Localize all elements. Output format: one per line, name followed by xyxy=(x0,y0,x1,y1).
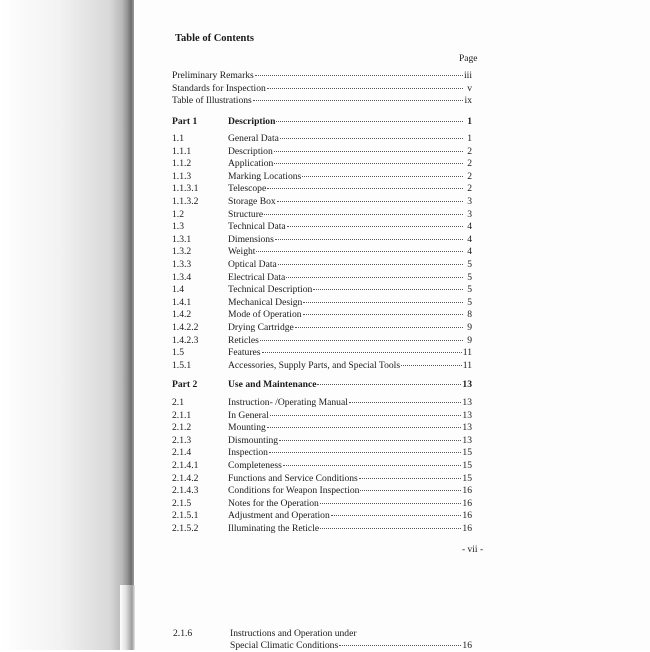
toc-entry-title-cell xyxy=(172,95,472,107)
toc-entry-title-cell xyxy=(228,473,472,485)
toc-entry-title-cell xyxy=(228,335,472,347)
dot-leader xyxy=(295,327,463,328)
toc-entry[interactable] xyxy=(172,473,472,485)
toc-entry[interactable] xyxy=(172,234,472,246)
toc-entry[interactable] xyxy=(172,272,472,284)
toc-entry-title-cell xyxy=(228,410,472,422)
toc-entry-page: 5 xyxy=(467,271,472,283)
toc-entry[interactable] xyxy=(172,309,472,321)
toc-entry-title: Technical Data xyxy=(228,221,286,233)
toc-entry-page: 1 xyxy=(467,133,472,144)
toc-entry-title-cell xyxy=(228,322,472,334)
toc-entry-title-cell xyxy=(228,309,472,321)
dot-leader xyxy=(320,503,462,504)
dot-leader xyxy=(303,314,463,315)
toc-entry-title: Dismounting xyxy=(228,434,279,446)
toc-entry[interactable] xyxy=(172,397,472,409)
toc-entry-title: Application xyxy=(228,158,274,170)
toc-entry-page: 9 xyxy=(467,322,472,333)
toc-entry[interactable] xyxy=(172,435,472,447)
toc-part-heading[interactable] xyxy=(172,116,472,128)
dot-leader xyxy=(286,277,463,278)
toc-entry-page: 15 xyxy=(462,472,472,484)
toc-entry-number: 1.3.2 xyxy=(172,246,192,258)
toc-entry-title-cell xyxy=(228,498,472,510)
toc-entry-title: Instructions and Operation under xyxy=(230,628,357,639)
toc-entry-title-cell xyxy=(172,70,472,82)
toc-entry[interactable] xyxy=(172,460,472,472)
toc-entry-title: Accessories, Supply Parts, and Special Tools xyxy=(228,359,401,371)
toc-entry-number: 1.1.2 xyxy=(172,158,192,170)
toc-entry-page: 5 xyxy=(467,296,472,308)
toc-entry-page: 5 xyxy=(467,284,472,296)
toc-entry-number: 1.3.3 xyxy=(172,259,192,270)
toc-entry-page: 5 xyxy=(467,259,472,270)
toc-entry-title-cell xyxy=(228,246,472,258)
toc-entry-number: 2.1.5 xyxy=(172,497,192,509)
toc-entry-title-cell xyxy=(228,183,472,195)
toc-entry[interactable] xyxy=(172,133,472,145)
toc-entry-page: 16 xyxy=(462,485,472,497)
toc-entry-page: 2 xyxy=(467,158,472,170)
toc-entry-title: Storage Box xyxy=(228,196,276,207)
toc-entry-page: 1 xyxy=(467,116,472,127)
dot-leader xyxy=(331,515,462,516)
toc-entry[interactable] xyxy=(172,335,472,347)
toc-entry-title-cell xyxy=(228,221,472,233)
toc-entry-title: Conditions for Weapon Inspection xyxy=(228,485,360,497)
toc-entry-number: 1.4.2.2 xyxy=(172,322,199,333)
toc-entry[interactable] xyxy=(172,498,472,510)
toc-entry-title-cell xyxy=(228,510,472,522)
toc-entry-page: iii xyxy=(464,70,472,81)
toc-entry-number: 1.4.2.3 xyxy=(172,334,199,346)
page-number-footer: - vii - xyxy=(462,545,484,555)
toc-entry-title: Notes for the Operation xyxy=(228,497,319,509)
toc-entry-title: Illuminating the Reticle xyxy=(228,523,320,534)
toc-entry-page: 9 xyxy=(467,334,472,346)
toc-entry-page: 16 xyxy=(462,497,472,509)
dot-leader xyxy=(253,100,463,101)
dot-leader xyxy=(274,151,463,152)
toc-entry-title-cell xyxy=(228,435,472,447)
toc-entry-title: Description xyxy=(228,116,276,127)
toc-entry-title: Mode of Operation xyxy=(228,309,302,321)
dot-leader xyxy=(349,402,462,403)
toc-entry-title: Adjustment and Operation xyxy=(228,510,330,522)
toc-entry-title-cell xyxy=(228,523,472,535)
toc-entry-title: General Data xyxy=(228,133,279,144)
toc-entry-title: Functions and Service Conditions xyxy=(228,472,358,484)
toc-entry-page: 2 xyxy=(467,145,472,157)
toc-entry[interactable] xyxy=(172,95,472,107)
toc-entry[interactable] xyxy=(172,70,472,82)
toc-entry-title-cell xyxy=(228,171,472,183)
dot-leader xyxy=(317,384,461,385)
toc-entry-title: In General xyxy=(228,409,269,421)
dot-leader xyxy=(256,251,463,252)
toc-entry-page: 4 xyxy=(467,246,472,258)
toc-entry[interactable] xyxy=(172,259,472,271)
toc-entry-number: 1.3.1 xyxy=(172,233,192,245)
toc-entry-number: 2.1.4.2 xyxy=(172,472,199,484)
toc-entry-number: 2.1.5.2 xyxy=(172,523,199,534)
dot-leader xyxy=(275,239,463,240)
dot-leader xyxy=(260,340,463,341)
toc-entry-title: Mechanical Design xyxy=(228,296,303,308)
toc-entry-title-cell xyxy=(228,209,472,221)
toc-entry-number: Part 2 xyxy=(172,379,198,390)
dot-leader xyxy=(276,121,463,122)
dot-leader xyxy=(267,88,463,89)
toc-entry[interactable] xyxy=(173,628,357,640)
toc-entry-title: Drying Cartridge xyxy=(228,322,294,333)
toc-entry-title: Marking Locations xyxy=(228,170,302,182)
toc-entry-page: 16 xyxy=(462,523,472,534)
toc-entry-page: 8 xyxy=(467,309,472,321)
toc-entry-number: 1.4.1 xyxy=(172,296,192,308)
toc-entry[interactable] xyxy=(172,422,472,434)
toc-entry-title: Reticles xyxy=(228,334,259,346)
toc-entry-title-cell xyxy=(228,379,472,391)
toc-entry-number: Part 1 xyxy=(172,116,198,127)
toc-entry-number: 2.1 xyxy=(172,397,184,408)
toc-entry-title: Weight xyxy=(228,246,256,258)
toc-entry-title: Features xyxy=(228,347,261,359)
toc-entry[interactable] xyxy=(172,158,472,170)
toc-entry-number: 2.1.5.1 xyxy=(172,510,199,522)
dot-leader xyxy=(264,214,463,215)
toc-entry-title-cell xyxy=(228,460,472,472)
toc-entry-title: Preliminary Remarks xyxy=(172,70,254,81)
toc-entry-title-cell xyxy=(228,133,472,145)
toc-entry-number: 1.2 xyxy=(172,208,184,220)
toc-entry-page: 15 xyxy=(462,447,472,459)
toc-entry-title-cell xyxy=(228,347,472,359)
toc-entry-page: 16 xyxy=(462,640,472,651)
toc-entry-number: 1.1 xyxy=(172,133,184,144)
dot-leader xyxy=(277,201,463,202)
toc-entry-title-cell xyxy=(228,158,472,170)
toc-entry[interactable] xyxy=(172,485,472,497)
toc-entry-page: 2 xyxy=(467,170,472,182)
toc-entry[interactable] xyxy=(172,221,472,233)
toc-entry-title: Technical Description xyxy=(228,284,313,296)
toc-entry-number: 2.1.6 xyxy=(173,628,193,639)
toc-entry-page: 2 xyxy=(467,183,472,195)
toc-entry-page: 3 xyxy=(467,208,472,220)
toc-entry-title-cell xyxy=(228,485,472,497)
toc-entry-page: ix xyxy=(464,95,472,107)
toc-entry-title: Structure xyxy=(228,208,264,220)
toc-entry-page: 13 xyxy=(462,379,472,390)
toc-entry-number: 1.3.4 xyxy=(172,271,192,283)
dot-leader xyxy=(339,645,461,646)
toc-entry-title-cell xyxy=(228,284,472,296)
toc-entry-title: Optical Data xyxy=(228,259,277,270)
toc-entry-number: 2.1.4 xyxy=(172,447,192,459)
dot-leader xyxy=(359,478,462,479)
toc-entry[interactable] xyxy=(172,209,472,221)
toc-entry[interactable] xyxy=(172,183,472,195)
dot-leader xyxy=(267,427,462,428)
toc-title: Table of Contents xyxy=(175,33,254,44)
toc-entry-title-cell xyxy=(228,397,472,409)
toc-entry-number: 2.1.2 xyxy=(172,422,192,434)
toc-entry-page: 13 xyxy=(462,409,472,421)
toc-entry-title: Description xyxy=(228,145,273,157)
dot-leader xyxy=(278,264,463,265)
toc-entry-title: Table of Illustrations xyxy=(172,95,252,107)
toc-entry-page: 11 xyxy=(462,359,472,371)
toc-entry-title-cell xyxy=(228,234,472,246)
toc-entry-title: Completeness xyxy=(228,460,282,471)
toc-entry-title: Mounting xyxy=(228,422,266,434)
toc-entry[interactable] xyxy=(172,284,472,296)
toc-entry-page: 13 xyxy=(462,434,472,446)
page-column-heading: Page xyxy=(459,54,478,64)
toc-entry-title-cell xyxy=(228,272,472,284)
toc-entry-title-cell xyxy=(228,447,472,459)
toc-entry-title-cell xyxy=(228,422,472,434)
toc-entry-title: Telescope xyxy=(228,183,267,195)
toc-entry[interactable] xyxy=(172,447,472,459)
toc-entry-page: 4 xyxy=(467,233,472,245)
toc-entry-page: 16 xyxy=(462,510,472,522)
toc-entry[interactable] xyxy=(172,347,472,359)
toc-entry-page: 13 xyxy=(462,397,472,408)
dot-leader xyxy=(287,226,463,227)
toc-entry[interactable] xyxy=(172,246,472,258)
toc-entry-number: 1.1.3.1 xyxy=(172,183,199,195)
toc-entry[interactable] xyxy=(172,297,472,309)
toc-entry-title: Electrical Data xyxy=(228,271,286,283)
dot-leader xyxy=(262,352,462,353)
toc-entry[interactable] xyxy=(172,510,472,522)
toc-entry-page: 15 xyxy=(462,460,472,471)
dot-leader xyxy=(270,415,462,416)
toc-entry-number: 2.1.1 xyxy=(172,409,192,421)
dot-leader xyxy=(283,465,462,466)
dot-leader xyxy=(302,176,463,177)
toc-entry-number: 1.5.1 xyxy=(172,359,192,371)
toc-entry-title-cell xyxy=(228,196,472,208)
toc-part-heading[interactable] xyxy=(172,379,472,391)
toc-entry-number: 2.1.4.3 xyxy=(172,485,199,497)
toc-entry-title: Inspection xyxy=(228,447,268,459)
toc-entry-title: Use and Maintenance xyxy=(228,379,317,390)
toc-entry[interactable] xyxy=(172,322,472,334)
toc-entry-title: Special Climatic Conditions xyxy=(230,640,339,651)
toc-entry[interactable] xyxy=(172,196,472,208)
toc-entry-title-cell xyxy=(228,297,472,309)
toc-entry[interactable] xyxy=(172,146,472,158)
dot-leader xyxy=(313,289,463,290)
dot-leader xyxy=(267,188,463,189)
toc-entry-number: 2.1.4.1 xyxy=(172,460,199,471)
toc-entry-title-cell xyxy=(172,83,472,95)
toc-entry-title: Standards for Inspection xyxy=(172,82,266,94)
toc-entry-page: 4 xyxy=(467,221,472,233)
dot-leader xyxy=(401,365,462,366)
book-binding-shadow xyxy=(0,0,134,650)
dot-leader xyxy=(320,528,461,529)
toc-entry-continuation[interactable] xyxy=(230,640,472,652)
toc-entry-number: 1.1.3 xyxy=(172,170,192,182)
toc-entry-number: 2.1.3 xyxy=(172,434,192,446)
toc-entry-page: 3 xyxy=(467,196,472,207)
dot-leader xyxy=(274,163,463,164)
dot-leader xyxy=(360,490,461,491)
toc-entry-title: Instruction- /Operating Manual xyxy=(228,397,348,408)
book-gutter-shadow xyxy=(120,585,136,650)
toc-entry-number: 1.4 xyxy=(172,284,184,296)
toc-entry-title-cell xyxy=(228,146,472,158)
toc-entry-title: Dimensions xyxy=(228,233,274,245)
toc-entry-number: 1.3 xyxy=(172,221,184,233)
dot-leader xyxy=(303,302,463,303)
toc-entry-title-cell xyxy=(228,360,472,372)
toc-entry[interactable] xyxy=(172,523,472,535)
dot-leader xyxy=(280,138,463,139)
toc-entry[interactable] xyxy=(172,410,472,422)
toc-entry[interactable] xyxy=(172,360,472,372)
toc-entry[interactable] xyxy=(172,171,472,183)
toc-entry-title-cell xyxy=(228,116,472,128)
dot-leader xyxy=(279,440,461,441)
toc-entry-title-cell xyxy=(228,259,472,271)
toc-entry-number: 1.1.3.2 xyxy=(172,196,199,207)
toc-entry-page: 13 xyxy=(462,422,472,434)
toc-entry[interactable] xyxy=(172,83,472,95)
toc-entry-number: 1.4.2 xyxy=(172,309,192,321)
dot-leader xyxy=(269,452,461,453)
toc-entry-page: v xyxy=(467,82,472,94)
dot-leader xyxy=(255,75,463,76)
toc-entry-number: 1.1.1 xyxy=(172,145,192,157)
toc-entry-page: 11 xyxy=(462,347,472,359)
toc-entry-number: 1.5 xyxy=(172,347,184,359)
